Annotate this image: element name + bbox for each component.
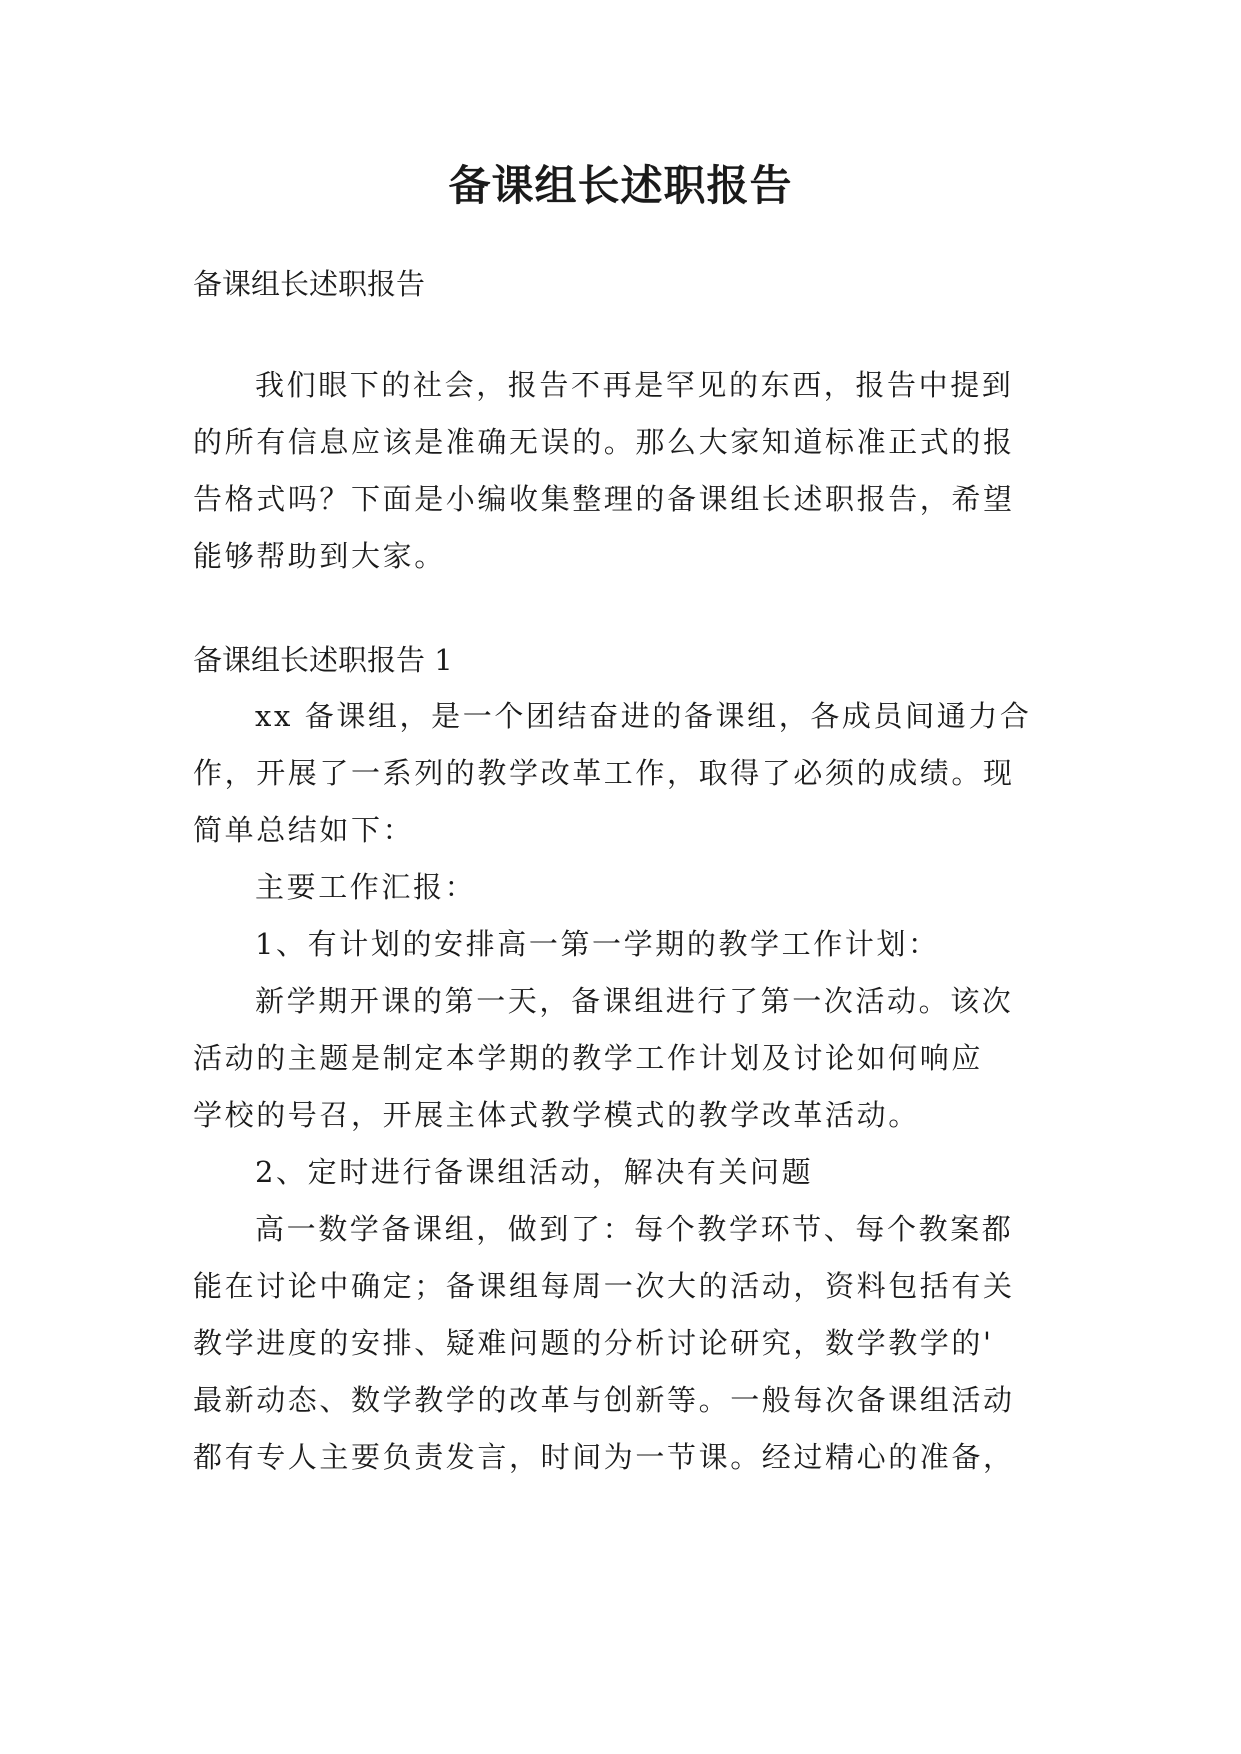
intro-line-2: 的所有信息应该是准确无误的。那么大家知道标准正式的报 bbox=[193, 425, 1015, 459]
intro-line-1: 我们眼下的社会，报告不再是罕见的东西，报告中提到 bbox=[255, 368, 1014, 402]
body-line-6: 新学期开课的第一天，备课组进行了第一次活动。该次 bbox=[255, 984, 1014, 1018]
body-line-7: 活动的主题是制定本学期的教学工作计划及讨论如何响应 bbox=[193, 1041, 984, 1075]
body-line-4: 主要工作汇报： bbox=[255, 870, 477, 904]
section-heading: 备课组长述职报告 1 bbox=[193, 643, 453, 677]
body-line-2: 作，开展了一系列的教学改革工作，取得了必须的成绩。现 bbox=[193, 756, 1015, 790]
document-title: 备课组长述职报告 bbox=[448, 161, 793, 210]
intro-line-4: 能够帮助到大家。 bbox=[193, 539, 446, 573]
body-line-3: 简单总结如下： bbox=[193, 813, 415, 847]
body-line-11: 能在讨论中确定；备课组每周一次大的活动，资料包括有关 bbox=[193, 1269, 1015, 1303]
body-line-9: 2、定时进行备课组活动，解决有关问题 bbox=[255, 1155, 814, 1189]
body-line-8: 学校的号召，开展主体式教学模式的教学改革活动。 bbox=[193, 1098, 920, 1132]
body-line-14: 都有专人主要负责发言，时间为一节课。经过精心的准备， bbox=[193, 1440, 1015, 1474]
body-line-10: 高一数学备课组，做到了：每个教学环节、每个教案都 bbox=[255, 1212, 1014, 1246]
subtitle-line: 备课组长述职报告 bbox=[193, 267, 426, 301]
body-line-12: 教学进度的安排、疑难问题的分析讨论研究，数学教学的' bbox=[193, 1326, 994, 1360]
body-line-1: xx 备课组，是一个团结奋进的备课组，各成员间通力合 bbox=[255, 699, 1032, 733]
body-line-13: 最新动态、数学教学的改革与创新等。一般每次备课组活动 bbox=[193, 1383, 1015, 1417]
body-line-5: 1、有计划的安排高一第一学期的教学工作计划： bbox=[255, 927, 940, 961]
intro-line-3: 告格式吗？下面是小编收集整理的备课组长述职报告，希望 bbox=[193, 482, 1015, 516]
